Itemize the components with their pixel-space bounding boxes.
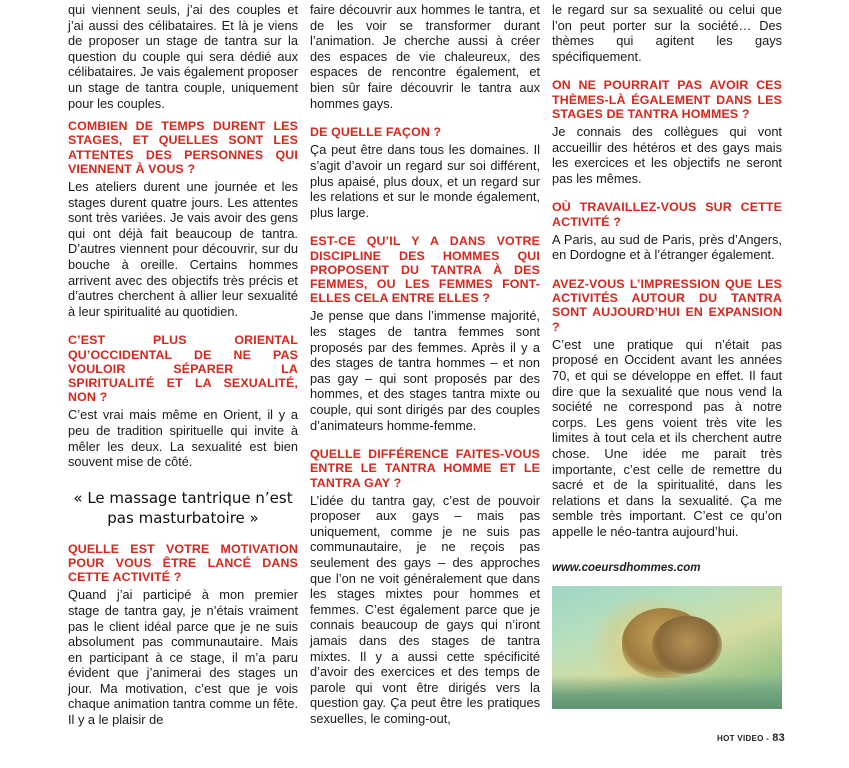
question-heading: OÙ TRAVAILLEZ-VOUS SUR CETTE ACTIVITÉ ? <box>552 200 782 229</box>
question-heading: DE QUELLE FAÇON ? <box>310 125 442 140</box>
question-heading: COMBIEN DE TEMPS DURENT LES STAGES, ET QUELLES SONT LES ATTENTES DES PERSONNES QUI VIENNENT À VOUS ? <box>68 119 298 176</box>
question-heading: QUELLE DIFFÉRENCE FAITES-VOUS ENTRE LE TANTRA HOMME ET LE TANTRA GAY ? <box>310 447 540 490</box>
paragraph: Les ateliers durent une journée et les stages durent quatre jours. Les attentes sont très variées. Je vais avoir des gens qui ont déjà fait beaucoup de tantra. D’autres viennent pour découvrir, sur du bouche à oreille. Certains hommes arrivent avec des objectifs très précis et d’autres cherchent à allier leur sexualité à leur spiritualité au quotidien. <box>68 178 298 319</box>
magazine-name: HOT VIDEO - <box>717 734 770 743</box>
lion-mane-second <box>652 616 722 674</box>
paragraph: C’est une pratique qui n’était pas proposé en Occident avant les années 70, et qui se développe en effet. Il faut dire que la sexualité que nous vend la société ne correspond pas à notre corps. Les gens voient très vite les limites à tout cela et ils cherchent autre chose. Une idée me parait très importante, c’est celle de remettre du sacré et de la spiritualité, dans les relations et dans la sexualité. Ça me semble très important. C’est ce qu’on appelle le néo-tantra aujourd’hui. <box>552 336 782 539</box>
question-heading: ON NE POURRAIT PAS AVOIR CES THÈMES-LÀ ÉGALEMENT DANS LES STAGES DE TANTRA HOMMES ? <box>552 78 782 121</box>
question-heading: EST-CE QU’IL Y A DANS VOTRE DISCIPLINE DES HOMMES QUI PROPOSENT DU TANTRA À DES FEMMES, OU LES FEMMES FONT-ELLES CELA ENTRE ELLES ? <box>310 234 540 306</box>
paragraph: qui viennent seuls, j’ai des couples et j’ai aussi des célibataires. Et là je viens de proposer un stage de tantra sur la question du couple qui sera dédié aux célibataires. Je vais également proposer un stage de tantra couple, uniquement pour les couples. <box>68 2 298 111</box>
lions-photo <box>552 586 782 709</box>
paragraph: faire découvrir aux hommes le tantra, et de les voir se transformer durant l’animation. Je cherche aussi à créer des espaces de vie chaleureux, des espaces de rencontre également, et bien sûr faire découvrir le tantra aux hommes gays. <box>310 2 540 111</box>
article-column-1 <box>68 2 298 728</box>
article-column-2 <box>310 2 540 727</box>
page-footer <box>717 732 785 744</box>
question-heading: AVEZ-VOUS L’IMPRESSION QUE LES ACTIVITÉS AUTOUR DU TANTRA SONT AUJOURD’HUI EN EXPANSION ? <box>552 276 782 334</box>
pull-quote: « Le massage tantrique n’est pas masturbatoire » <box>73 488 293 527</box>
paragraph: Je connais des collègues qui vont accueillir des hétéros et des gays mais les exercices et les objectifs ne seront pas les mêmes. <box>552 123 782 186</box>
question-heading: QUELLE EST VOTRE MOTIVATION POUR VOUS ÊTRE LANCÉ DANS CETTE ACTIVITÉ ? <box>68 541 298 585</box>
paragraph: Je pense que dans l’immense majorité, les stages de tantra femmes sont proposés par des femmes. Après il y a des stages de tantra hommes – et non pas gay – qui sont proposés par des hommes, et des stages tantra mixte ou couple, qui sont dirigés par des couples d’animateurs homme-femme. <box>310 308 540 433</box>
website-link[interactable]: www.coeursdhommes.com <box>552 562 701 575</box>
paragraph: C’est vrai mais même en Orient, il y a peu de tradition spirituelle qui invite à mêler les deux. La sexualité est bien souvent mise de côté. <box>68 407 298 470</box>
page-number: 83 <box>772 732 786 744</box>
paragraph: le regard sur sa sexualité ou celui que l’on peut porter sur la société… Des thèmes qui agitent les gays spécifiquement. <box>552 2 782 64</box>
question-heading: C’EST PLUS ORIENTAL QU’OCCIDENTAL DE NE PAS VOULOIR SÉPARER LA SPIRITUALITÉ ET LA SEXUALITÉ, NON ? <box>68 333 298 405</box>
paragraph: Ça peut être dans tous les domaines. Il s’agit d’avoir un regard sur soi différent, plus apaisé, plus doux, et un regard sur les relations et sur le monde également, plus large. <box>310 142 540 220</box>
article-column-3 <box>552 2 782 709</box>
paragraph: A Paris, au sud de Paris, près d’Angers, en Dordogne et à l’étranger également. <box>552 231 782 263</box>
paragraph: L’idée du tantra gay, c’est de pouvoir proposer aux gays – mais pas uniquement, comme je ne suis pas communautaire, je ne reçois pas seulement des gays – des approches que l’on ne voit généralement que dans les stages mixtes pour hommes et femmes. C’est également parce que je connais beaucoup de gays qui n’iront jamais dans des stages de tantra mixtes. Il y a aussi cette spécificité d’avoir des exercices et des temps de parole qui vont être dirigés vers la question gay. Ça peut être les pratiques sexuelles, le coming-out, <box>310 492 540 727</box>
paragraph: Quand j’ai participé à mon premier stage de tantra gay, je n’étais vraiment pas le client idéal parce que je ne suis absolument pas communautaire. Mais en participant à ce stage, il m’a paru évident que j’animerai des stages un jour. Ma motivation, c’est que je vois chaque animation tantra comme un fête. Il y a le plaisir de <box>68 587 298 728</box>
grass <box>552 675 782 709</box>
